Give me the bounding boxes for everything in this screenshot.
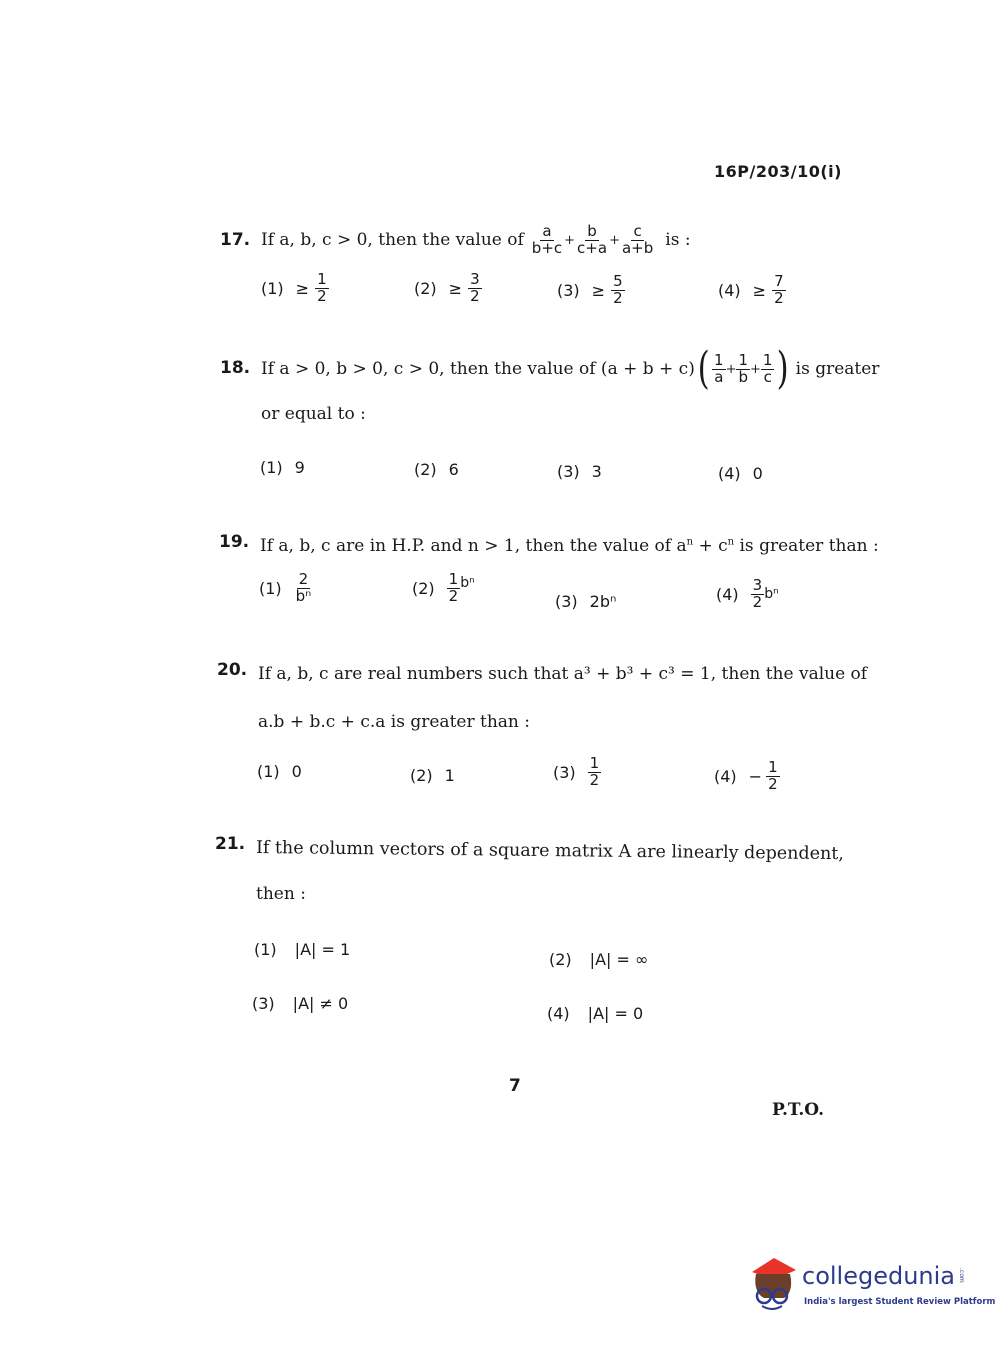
question-text-end: is : bbox=[665, 230, 691, 250]
superscript: n bbox=[686, 536, 694, 548]
question-continuation: a.b + b.c + c.a is greater than : bbox=[258, 712, 530, 732]
question-17-text bbox=[261, 218, 691, 262]
plus-sign: + bbox=[725, 361, 737, 377]
geq-sign: ≥ bbox=[295, 278, 310, 298]
fraction: $\frac{1}{2}$ bbox=[317, 270, 327, 305]
question-text-end: is greater than : bbox=[734, 536, 879, 556]
question-continuation: then : bbox=[256, 884, 306, 904]
option-1[interactable]: (1) 0 bbox=[257, 762, 302, 781]
superscript: n bbox=[727, 536, 735, 548]
brand-tagline: India's largest Student Review Platform bbox=[804, 1297, 996, 1307]
fraction: $\frac{b}{c+a}$ bbox=[577, 221, 608, 257]
question-number: 19. bbox=[219, 532, 250, 552]
question-21-text: If the column vectors of a square matrix A are linearly dependent, bbox=[255, 838, 845, 865]
fraction: $\frac{1}{b}$ bbox=[738, 350, 749, 386]
option-4[interactable]: (4) − $\frac{1}{2}$ bbox=[714, 758, 778, 793]
question-text: If a > 0, b > 0, c > 0, then the value of (a + b + c) bbox=[261, 359, 695, 379]
fraction: $\frac{1}{2}$ bbox=[589, 754, 600, 789]
option-1[interactable]: (1) |A| = 1 bbox=[254, 940, 351, 959]
option-1[interactable]: (1) $\frac{2}{\text{bⁿ}}$ bbox=[259, 570, 312, 605]
page-number: 7 bbox=[509, 1076, 521, 1096]
pto-label: P.T.O. bbox=[772, 1100, 824, 1120]
geq-sign: ≥ bbox=[448, 278, 463, 298]
fraction: $\frac{3}{2}$ bbox=[470, 270, 480, 305]
fraction: $\frac{1}{c}$ bbox=[762, 350, 773, 386]
brand-name: collegedunia bbox=[802, 1262, 956, 1290]
question-19-text bbox=[260, 536, 879, 556]
question-20-text: If a, b, c are real numbers such that a³ + b³ + c³ = 1, then the value of bbox=[258, 664, 868, 684]
geq-sign: ≥ bbox=[591, 280, 606, 300]
option-2[interactable]: (2) ≥ $\frac{3}{2}$ bbox=[414, 270, 480, 305]
option-3[interactable]: (3) 2bⁿ bbox=[555, 592, 617, 611]
plus-sign: + bbox=[609, 232, 620, 248]
option-4[interactable]: (4) $\frac{3}{2}$ bⁿ bbox=[716, 576, 779, 611]
minus-sign: − bbox=[748, 766, 763, 786]
geq-sign: ≥ bbox=[752, 280, 767, 300]
plus-sign: + bbox=[750, 361, 761, 377]
option-1[interactable]: (1) 9 bbox=[260, 458, 305, 477]
question-text: If a, b, c are in H.P. and n > 1, then the value of a bbox=[260, 536, 687, 556]
option-4[interactable]: (4) |A| = 0 bbox=[547, 1004, 644, 1023]
collegedunia-mascot-icon bbox=[742, 1250, 802, 1314]
fraction: $\frac{a}{b+c}$ bbox=[531, 221, 563, 257]
option-2[interactable]: (2) 6 bbox=[414, 460, 459, 479]
question-text-end: is greater bbox=[795, 359, 880, 379]
parenthesized-sum: ( $\frac{1}{a}$ + $\frac{1}{b}$ + $\frac{1}{c}$ ) bbox=[697, 343, 790, 394]
paper-code: 16P/203/10(i) bbox=[714, 162, 842, 181]
question-continuation: or equal to : bbox=[261, 404, 366, 424]
question-text: If a, b, c > 0, then the value of bbox=[261, 230, 524, 250]
option-3[interactable]: (3) 3 bbox=[557, 462, 602, 481]
question-number: 18. bbox=[220, 358, 251, 378]
question-number: 21. bbox=[215, 834, 246, 854]
fraction: $\frac{c}{a+b}$ bbox=[621, 221, 654, 257]
plus-sign: + bbox=[564, 232, 576, 248]
question-number: 17. bbox=[220, 230, 251, 250]
question-18-text bbox=[261, 344, 879, 394]
option-2[interactable]: (2) $\frac{1}{2}$ bⁿ bbox=[412, 570, 475, 605]
fraction: $\frac{7}{2}$ bbox=[774, 272, 784, 307]
fraction: $\frac{1}{2}$ bbox=[448, 570, 459, 605]
brand-com: .com bbox=[958, 1268, 965, 1283]
option-3[interactable]: (3) |A| ≠ 0 bbox=[252, 994, 349, 1013]
fraction: $\frac{1}{a}$ bbox=[714, 350, 724, 386]
fraction: $\frac{1}{2}$ bbox=[768, 758, 778, 793]
fraction: $\frac{5}{2}$ bbox=[613, 272, 623, 307]
option-2[interactable]: (2) |A| = ∞ bbox=[549, 950, 649, 969]
option-4[interactable]: (4) ≥ $\frac{7}{2}$ bbox=[718, 272, 784, 307]
option-1[interactable]: (1) ≥ $\frac{1}{2}$ bbox=[261, 270, 327, 305]
fraction: $\frac{2}{\text{bⁿ}}$ bbox=[295, 570, 312, 605]
question-text: + c bbox=[693, 536, 728, 556]
option-2[interactable]: (2) 1 bbox=[410, 766, 455, 785]
fraction: $\frac{3}{2}$ bbox=[752, 576, 763, 611]
option-3[interactable]: (3) $\frac{1}{2}$ bbox=[553, 754, 600, 789]
option-4[interactable]: (4) 0 bbox=[718, 464, 763, 483]
question-number: 20. bbox=[217, 660, 248, 680]
option-3[interactable]: (3) ≥ $\frac{5}{2}$ bbox=[557, 272, 623, 307]
